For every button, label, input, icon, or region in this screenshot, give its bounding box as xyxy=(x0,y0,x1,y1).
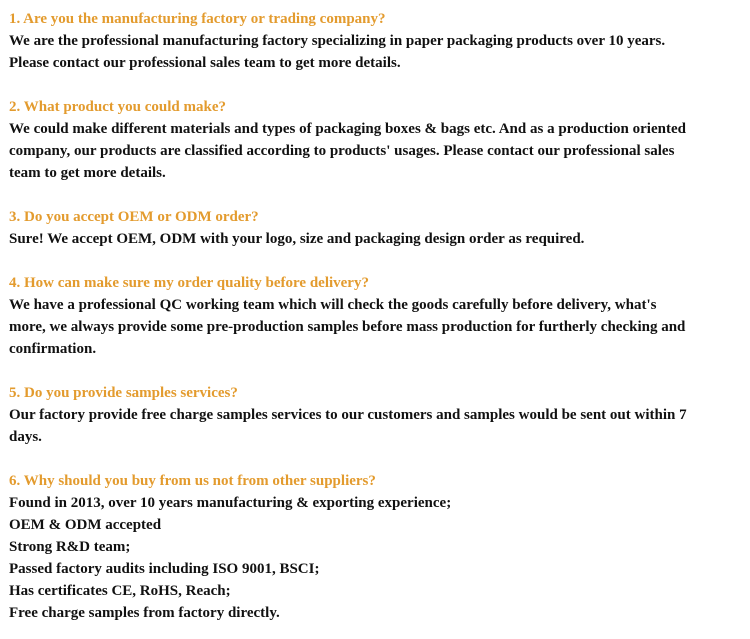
faq-item-1 xyxy=(9,8,742,74)
faq-answer-line: OEM & ODM accepted xyxy=(9,517,162,533)
faq-answer-line: We are the professional manufacturing factory specializing in paper packaging products over 10 years. xyxy=(9,33,666,49)
faq-answer-line: company, our products are classified according to products' usages. Please contact our professional sales xyxy=(9,143,675,159)
faq-answer-line: confirmation. xyxy=(9,341,97,357)
faq-answer-line: We have a professional QC working team which will check the goods carefully before delivery, what's xyxy=(9,297,657,313)
faq-question-4: 4. How can make sure my order quality before delivery? xyxy=(9,275,369,291)
faq-answer-line: Passed factory audits including ISO 9001, BSCI; xyxy=(9,561,320,577)
faq-question-5: 5. Do you provide samples services? xyxy=(9,385,238,401)
faq-answer-6 xyxy=(9,492,742,624)
faq-answer-line: Found in 2013, over 10 years manufacturing & exporting experience; xyxy=(9,495,452,511)
faq-answer-line: Strong R&D team; xyxy=(9,539,131,555)
faq-answer-line: Please contact our professional sales team to get more details. xyxy=(9,55,401,71)
faq-answer-line: team to get more details. xyxy=(9,165,166,181)
faq-answer-line: more, we always provide some pre-production samples before mass production for furtherly checking and xyxy=(9,319,686,335)
faq-answer-line: Free charge samples from factory directly. xyxy=(9,605,280,621)
faq-item-6 xyxy=(9,470,742,624)
faq-item-3 xyxy=(9,206,742,250)
faq-question-6: 6. Why should you buy from us not from other suppliers? xyxy=(9,473,376,489)
faq-question-2: 2. What product you could make? xyxy=(9,99,226,115)
faq-answer-2 xyxy=(9,118,742,184)
faq-question-3: 3. Do you accept OEM or ODM order? xyxy=(9,209,259,225)
faq-item-4 xyxy=(9,272,742,360)
faq-answer-line: Our factory provide free charge samples services to our customers and samples would be sent out within 7 xyxy=(9,407,687,423)
faq-answer-5 xyxy=(9,404,742,448)
faq-answer-line: We could make different materials and types of packaging boxes & bags etc. And as a production oriented xyxy=(9,121,686,137)
faq-item-5 xyxy=(9,382,742,448)
faq-question-1: 1. Are you the manufacturing factory or trading company? xyxy=(9,11,386,27)
faq-item-2 xyxy=(9,96,742,184)
faq-answer-4 xyxy=(9,294,742,360)
faq-answer-line: Has certificates CE, RoHS, Reach; xyxy=(9,583,231,599)
faq-answer-3 xyxy=(9,228,742,250)
faq-answer-1 xyxy=(9,30,742,74)
faq-answer-line: Sure! We accept OEM, ODM with your logo, size and packaging design order as required. xyxy=(9,231,585,247)
faq-answer-line: days. xyxy=(9,429,42,445)
